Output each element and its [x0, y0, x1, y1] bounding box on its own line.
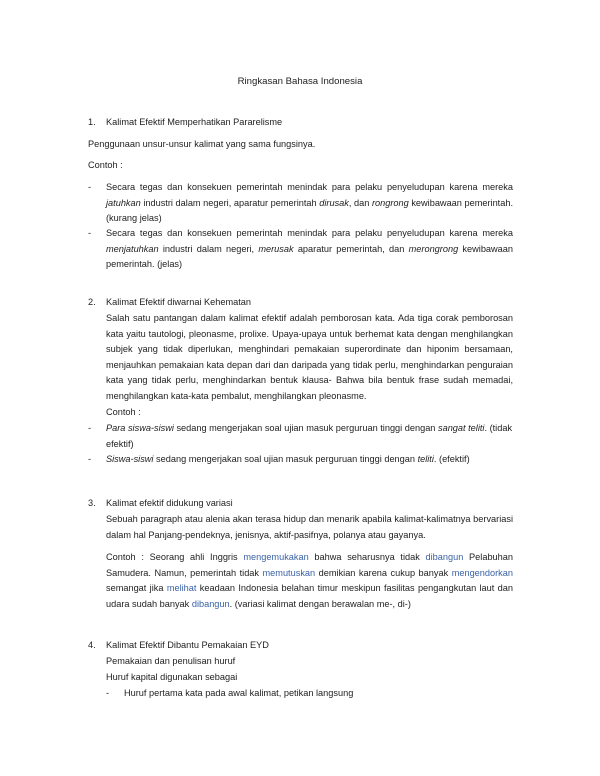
example-text-segment: Contoh : Seorang ahli Inggris — [106, 552, 244, 562]
bullet-text-segment: . (efektif) — [433, 454, 470, 464]
bullet-text-segment: aparatur pemerintah, dan — [293, 243, 409, 254]
bullet-italic-segment: merongrong — [408, 243, 459, 254]
section-2-bullet-2 — [106, 452, 513, 468]
section-2-heading — [88, 295, 251, 311]
example-text-segment: semangat jika — [106, 583, 167, 593]
section-2-contoh-label: Contoh : — [106, 407, 141, 417]
bullet-italic-segment: teliti — [417, 454, 434, 464]
example-text-segment: bahwa seharusnya tidak — [308, 552, 426, 562]
bullet-text-segment: sedang mengerjakan soal ujian masuk perguruan tinggi dengan — [173, 423, 438, 433]
section-3-title: Kalimat efektif didukung variasi — [106, 498, 233, 508]
bullet-text-segment: . (tidak efektif) — [106, 423, 513, 449]
section-3-body: Sebuah paragraph atau alenia akan terasa hidup dan menarik apabila kalimat-kalimatnya bervariasi dalam hal Panjang-pendeknya, jenisnya, aktif-pasifnya, polanya atau gayanya. — [106, 514, 513, 540]
section-4-bullet-1: Huruf pertama kata pada awal kalimat, petikan langsung — [124, 688, 354, 698]
bullet-italic-segment: dirusak — [319, 197, 349, 208]
section-1-title: Kalimat Efektif Memperhatikan Pararelisme — [106, 117, 283, 127]
example-text-segment: keadaan Indonesia belahan timur meskipun fasilitas pengangkutan laut dan udara sudah banyak — [106, 583, 513, 609]
example-highlight-word: mengendorkan — [451, 567, 513, 578]
bullet-text-segment: , dan — [348, 197, 372, 208]
section-3-heading — [88, 496, 233, 512]
bullet-italic-segment: menjatuhkan — [106, 243, 159, 254]
example-highlight-word: melihat — [166, 583, 197, 593]
section-3-example — [106, 550, 513, 612]
section-2-number: 2. — [88, 297, 96, 307]
section-3-number: 3. — [88, 498, 96, 508]
bullet-text-segment: Secara tegas dan konsekuen pemerintah menindak para pelaku penyeludupan karena mereka — [106, 228, 513, 238]
bullet-italic-segment: Para siswa-siswi — [106, 423, 174, 433]
bullet-text-segment: kewibawaan pemerintah. (kurang jelas) — [106, 197, 514, 223]
section-1-bullet-2 — [106, 226, 513, 273]
section-2-bullet-2-dash: - — [88, 454, 92, 464]
section-4-number: 4. — [88, 640, 96, 650]
example-highlight-word: mengemukakan — [243, 552, 309, 562]
bullet-text-segment: kewibawaan pemerintah. (jelas) — [106, 243, 513, 269]
page-title: Ringkasan Bahasa Indonesia — [237, 76, 363, 87]
example-text-segment: demikian karena cukup banyak — [315, 567, 452, 578]
section-4-heading — [88, 638, 269, 654]
bullet-italic-segment: Siswa-siswi — [106, 454, 154, 464]
section-1-bullet-2-dash: - — [88, 228, 92, 238]
section-4-line-1: Pemakaian dan penulisan huruf — [106, 656, 236, 666]
section-1-number: 1. — [88, 117, 96, 127]
bullet-italic-segment: rongrong — [371, 197, 409, 208]
bullet-text-segment: industri dalam negeri, aparatur pemerintah — [140, 197, 320, 208]
bullet-italic-segment: merusak — [258, 243, 294, 254]
section-2-bullet-1 — [106, 421, 513, 452]
example-text-segment: Pelabuhan Samudera. Namun, pemerintah tidak — [106, 552, 513, 578]
example-highlight-word: dibangun — [425, 552, 464, 562]
section-1-heading — [88, 115, 282, 131]
section-2-body: Salah satu pantangan dalam kalimat efektif adalah pemborosan kata. Ada tiga corak pemborosan kata yaitu tautologi, pleonasme, prolixe. Upaya-upaya untuk berhemat kata dengan menghilangkan subjek yang tidak diperlukan, menghindari pemakaian superordinate dan hiponim bersamaan, menjauhkan pemakaian kata depan dari dan daripada yang tidak perlu, menghindarkan penguraian kata yang tidak perlu, menghindarkan bentuk klausa- Bahwa bila bentuk frase sudah memadai, menghilangkan kata-kata pembalut, menghilangkan pleonasme. — [106, 313, 513, 401]
section-1-contoh-label: Contoh : — [88, 160, 123, 170]
bullet-text-segment: industri dalam negeri, — [158, 243, 259, 254]
example-text-segment: . (variasi kalimat dengan berawalan me-, di-) — [229, 598, 411, 609]
bullet-text-segment: sedang mengerjakan soal ujian masuk perguruan tinggi dengan — [153, 454, 418, 464]
example-highlight-word: memutuskan — [262, 567, 316, 578]
section-2-bullet-1-dash: - — [88, 423, 92, 433]
section-4-line-2: Huruf kapital digunakan sebagai — [106, 672, 238, 682]
bullet-text-segment: Secara tegas dan konsekuen pemerintah menindak para pelaku penyeludupan karena mereka — [106, 182, 513, 192]
section-1-bullet-1 — [106, 180, 513, 227]
example-highlight-word: dibangun — [191, 598, 230, 609]
section-4-bullet-1-dash: - — [106, 688, 110, 698]
section-1-bullet-1-dash: - — [88, 182, 92, 192]
bullet-italic-segment: jatuhkan — [106, 197, 141, 208]
section-2-title: Kalimat Efektif diwarnai Kehematan — [106, 297, 252, 307]
bullet-italic-segment: sangat teliti — [437, 423, 485, 433]
section-4-title: Kalimat Efektif Dibantu Pemakaian EYD — [106, 640, 269, 650]
section-1-description: Penggunaan unsur-unsur kalimat yang sama fungsinya. — [88, 139, 316, 149]
